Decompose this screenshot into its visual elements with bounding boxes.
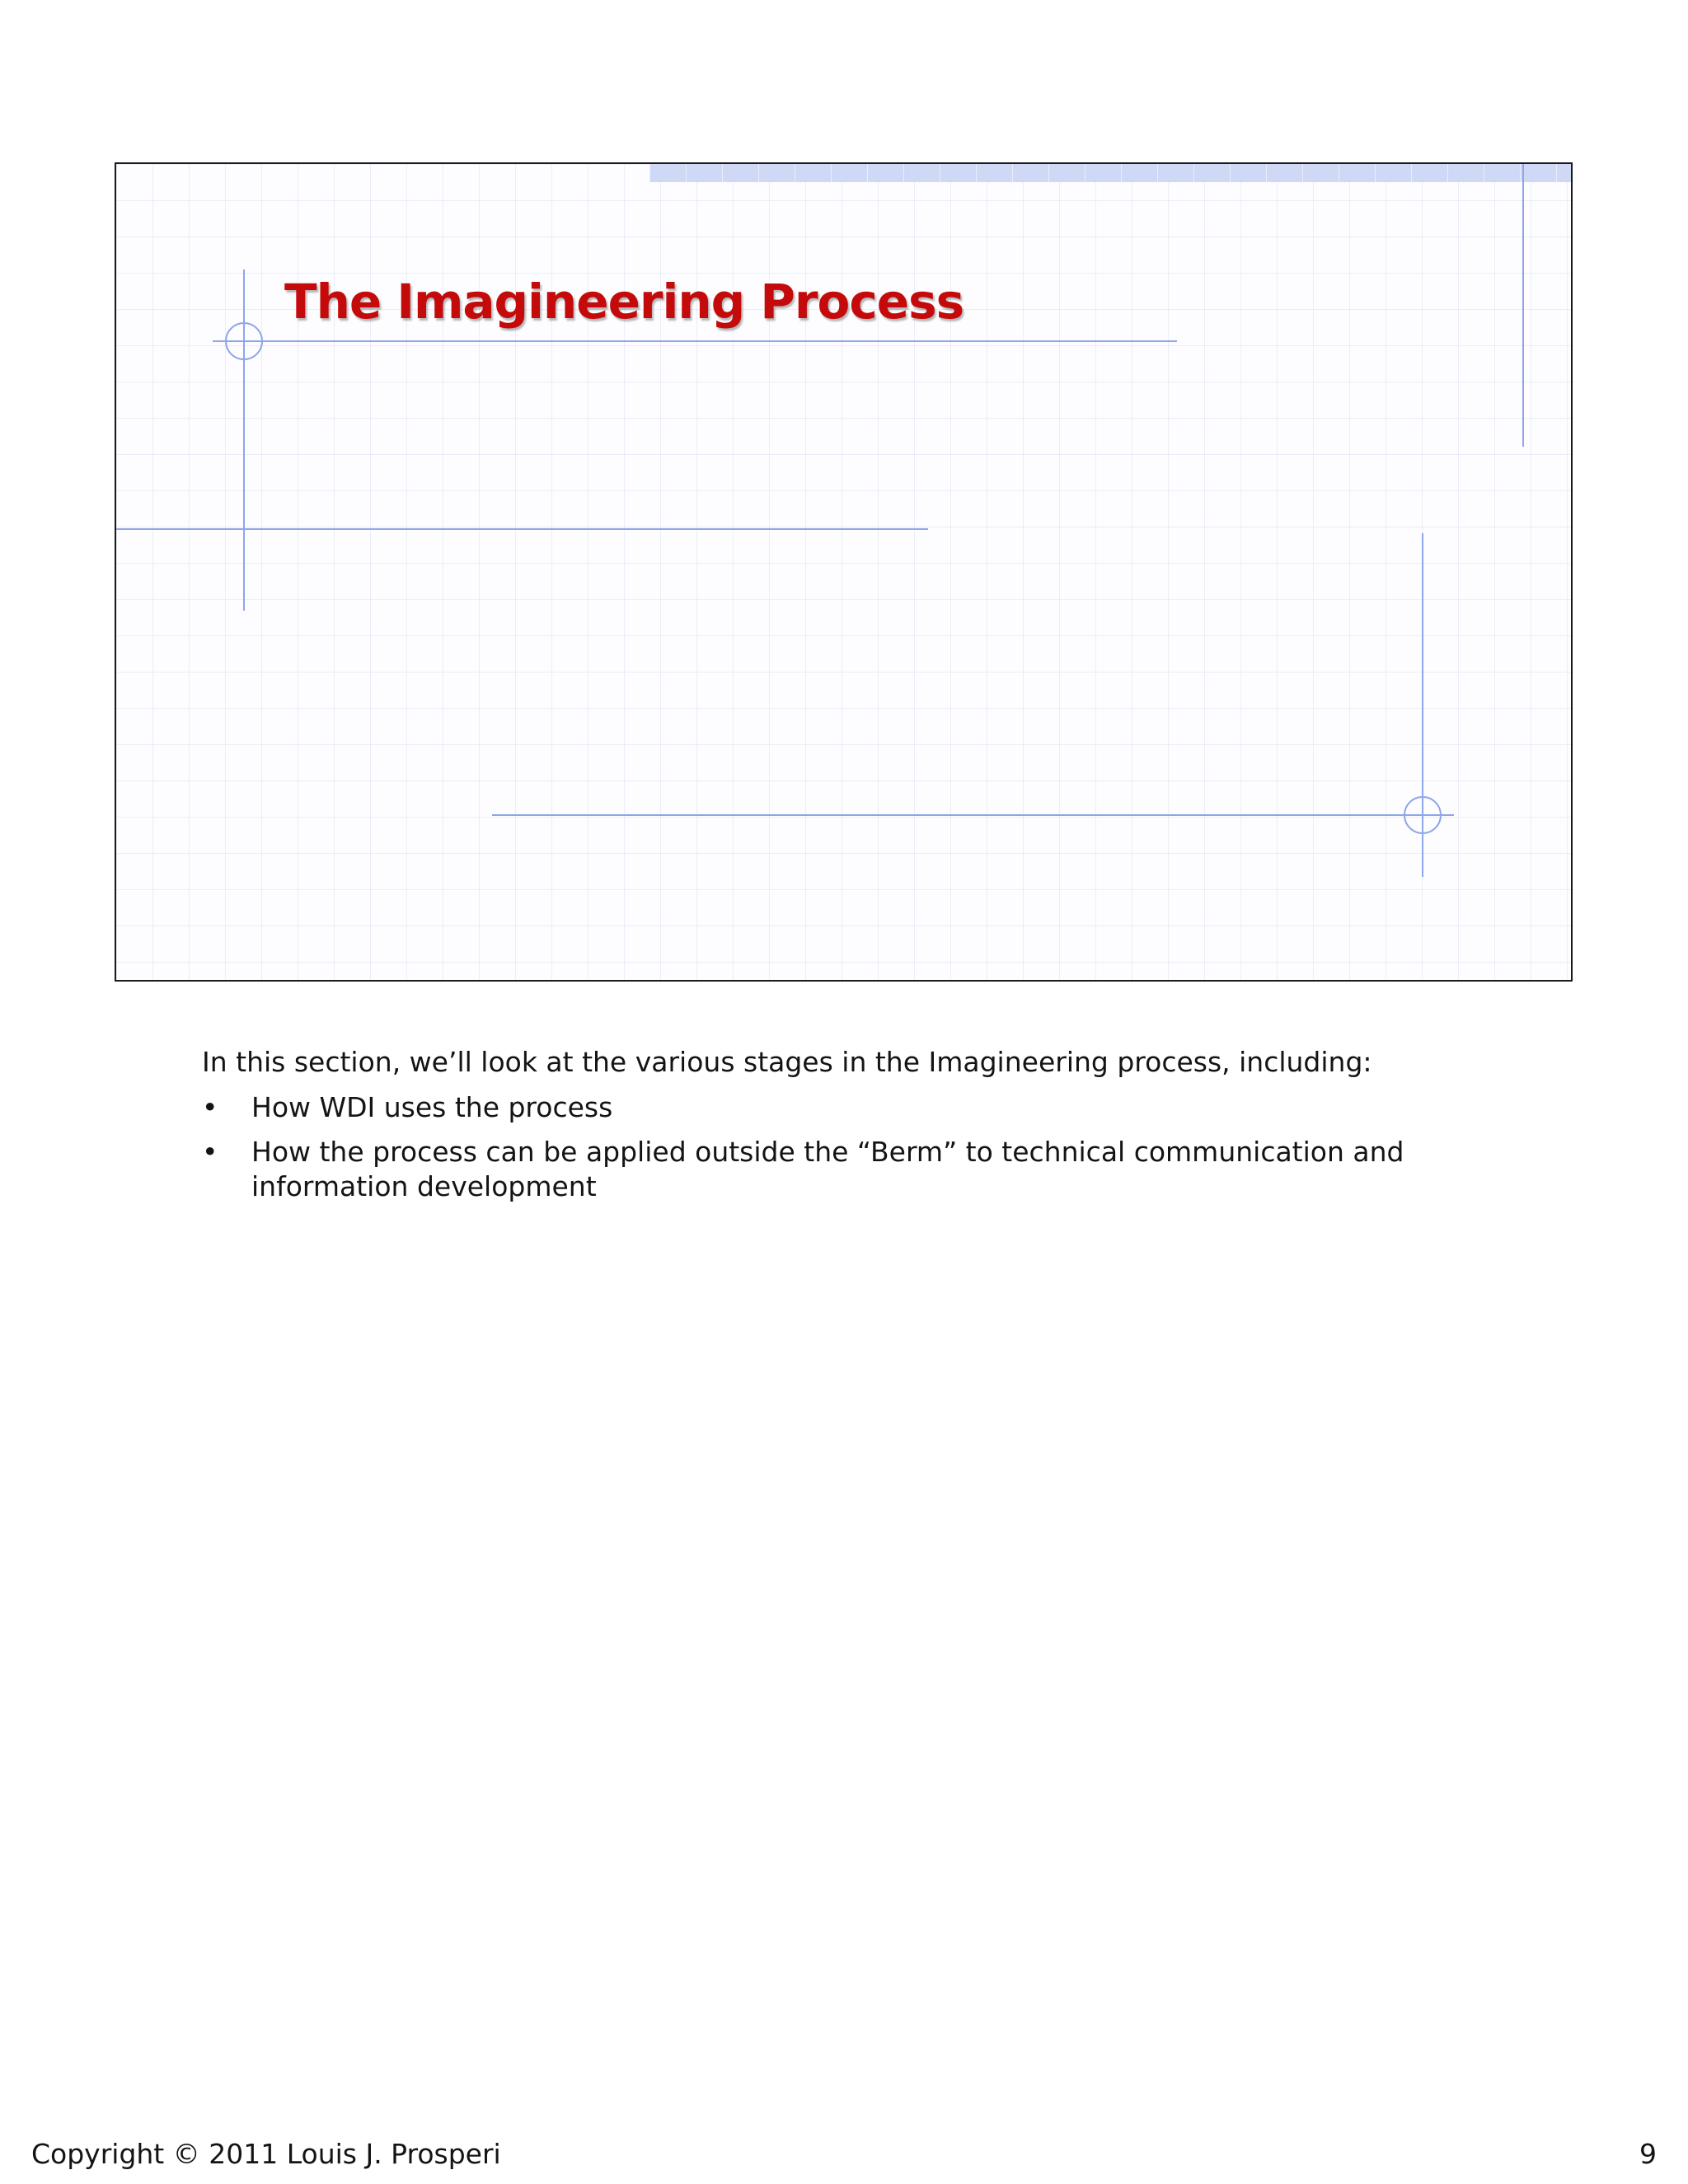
page-number: 9 <box>1639 2138 1657 2170</box>
footer-copyright: Copyright © 2011 Louis J. Prosperi <box>31 2138 501 2170</box>
bullet-icon: • <box>202 1136 218 1168</box>
bullet-text: How the process can be applied outside the “Berm” to technical communication and information development <box>251 1136 1404 1202</box>
notes-intro: In this section, we’ll look at the various stages in the Imagineering process, including: <box>202 1046 1372 1078</box>
slide-thumbnail <box>115 162 1573 982</box>
slide-title: The Imagineering Process <box>284 274 964 330</box>
bullet-icon: • <box>202 1091 218 1123</box>
bullet-text: How WDI uses the process <box>251 1091 613 1123</box>
list-item <box>202 1090 1554 1125</box>
notes-bullet-list <box>202 1090 1554 1204</box>
list-item <box>202 1135 1554 1204</box>
speaker-notes <box>202 1045 1554 1214</box>
